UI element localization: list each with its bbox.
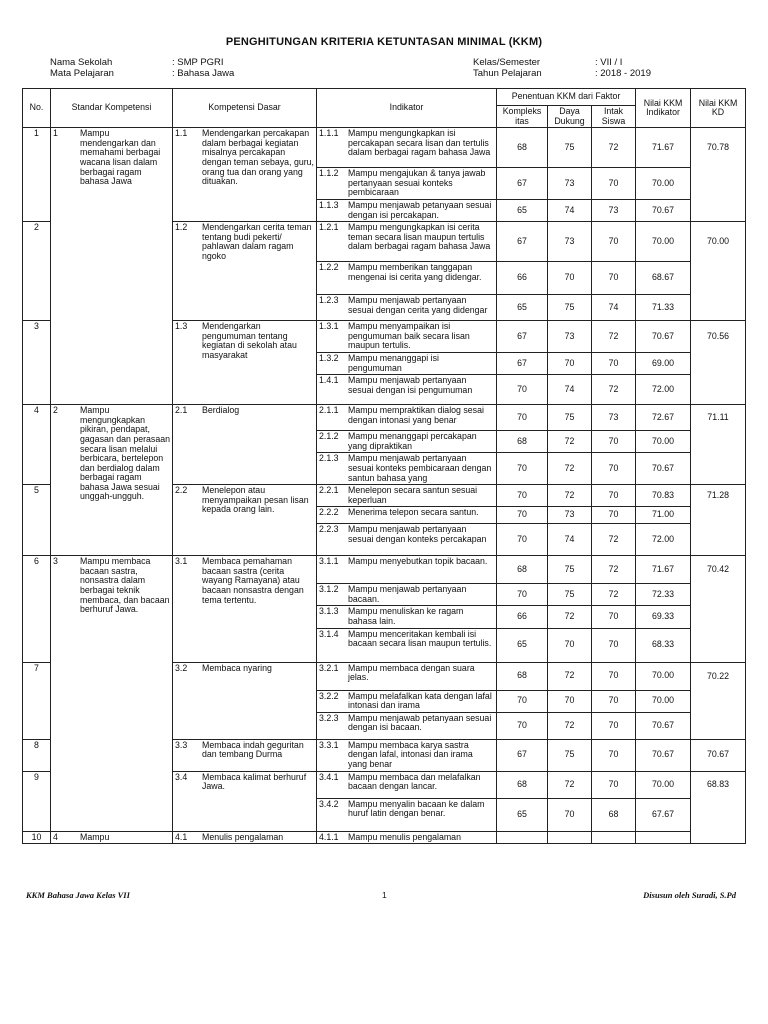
kompleksitas-value: 67 [497,321,548,353]
intak-siswa-value: 73 [592,405,636,431]
kompleksitas-value: 70 [497,524,548,556]
daya-dukung-value: 73 [548,507,592,524]
kompleksitas-value [497,831,548,844]
daya-dukung-value: 72 [548,431,592,453]
header-intak-siswa: Intak Siswa [592,106,636,128]
intak-siswa-value: 70 [592,431,636,453]
nilai-kkm-indikator-value: 72.00 [636,375,691,405]
header-indikator: Indikator [317,89,497,128]
kompetensi-dasar-text: Mendengarkan percakapan dalam berbagai kegiatan misalnya percakapan dengan teman sebaya, guru, orang tua dan orang yang dituakan. [202,128,314,187]
nilai-kkm-kd-value [691,524,746,556]
daya-dukung-value: 73 [548,168,592,200]
kompetensi-dasar-text: Menulis pengalaman [202,831,284,842]
nilai-kkm-indikator-value: 70.00 [636,431,691,453]
standar-kompetensi-text: Mampu [80,831,110,842]
intak-siswa-value: 72 [592,375,636,405]
indikator-code: 3.3.1 [319,739,339,750]
nilai-kkm-kd-value: 70.22 [691,662,746,690]
intak-siswa-value: 70 [592,222,636,262]
kompetensi-dasar-text: Mendengarkan cerita teman tentang budi pekerti/ pahlawan dalam ragam ngoko [202,222,312,261]
kompleksitas-value: 65 [497,199,548,221]
indikator [317,739,497,771]
nilai-kkm-kd-value [691,831,746,844]
nilai-kkm-indikator-value: 70.83 [636,485,691,507]
indikator [317,222,497,262]
footer-page-number: 1 [382,890,387,900]
daya-dukung-value: 75 [548,584,592,606]
indikator [317,485,497,507]
indikator-text: Mampu mengajukan & tanya jawab pertanyaan sesuai konteks pembicaraan [348,168,486,198]
daya-dukung-value: 72 [548,453,592,485]
indikator [317,262,497,295]
kompleksitas-value: 68 [497,556,548,584]
kompetensi-dasar [173,222,317,321]
standar-kompetensi-text: Mampu mengungkapkan pikiran, pendapat, gagasan dan perasaan secara lisan melalui berbicara, bertelepon dan berdialog dalam berbagai ragam bahasa Jawa sesuai unggah-ungguh. [80,405,171,502]
table-row [23,831,746,844]
header-nilai-kkm-indikator: Nilai KKM Indikator [636,89,691,128]
intak-siswa-value: 70 [592,771,636,798]
indikator-text: Menerima telepon secara santun. [348,507,479,518]
table-row [23,556,746,584]
daya-dukung-value: 70 [548,262,592,295]
daya-dukung-value: 74 [548,524,592,556]
daya-dukung-value: 73 [548,321,592,353]
nilai-kkm-indikator-value: 70.67 [636,739,691,771]
nilai-kkm-kd-value [691,690,746,712]
meta-label: Mata Pelajaran [50,68,114,79]
indikator-text: Mampu menjawab pertanyaan sesuai dengan konteks percakapan [348,524,487,544]
kompleksitas-value: 70 [497,584,548,606]
nilai-kkm-indikator-value: 71.67 [636,556,691,584]
kompetensi-dasar [173,831,317,844]
kompleksitas-value: 67 [497,352,548,374]
nilai-kkm-indikator-value: 70.00 [636,662,691,690]
indikator [317,453,497,485]
standar-kompetensi-code: 4 [53,831,58,842]
nilai-kkm-kd-value: 70.42 [691,556,746,584]
indikator-code: 1.1.2 [319,168,339,179]
kompetensi-dasar-code: 4.1 [175,831,188,842]
indikator-code: 3.2.2 [319,690,339,701]
table-row [23,128,746,168]
indikator [317,662,497,690]
daya-dukung-value: 73 [548,222,592,262]
kompleksitas-value: 70 [497,405,548,431]
indikator-text: Mampu menyampaikan isi pengumuman baik secara lisan maupun tertulis. [348,321,470,351]
indikator-code: 3.1.3 [319,606,339,617]
indikator-code: 3.1.1 [319,556,339,567]
kompetensi-dasar-text: Mendengarkan pengumuman tentang kegiatan di sekolah atau masyarakat [202,321,297,360]
meta-value: : Bahasa Jawa [172,68,235,79]
nilai-kkm-indikator-value: 72.33 [636,584,691,606]
indikator-text: Mampu membaca dengan suara jelas. [348,662,475,683]
intak-siswa-value: 70 [592,507,636,524]
indikator-text: Mampu mengungkapkan isi percakapan secara lisan dan tertulis dalam berbagai ragam bahasa Jawa [348,128,491,158]
indikator-code: 3.1.2 [319,584,339,595]
meta-label: Tahun Pelajaran [473,68,542,79]
kompleksitas-value: 66 [497,262,548,295]
nilai-kkm-kd-value [691,431,746,453]
daya-dukung-value [548,831,592,844]
indikator [317,405,497,431]
indikator [317,321,497,353]
header-daya-dukung: Daya Dukung [548,106,592,128]
nilai-kkm-indikator-value: 70.67 [636,453,691,485]
indikator-code: 2.1.2 [319,431,339,442]
indikator-text: Mampu membaca karya sastra dengan lafal, intonasi dan irama yang benar [348,739,473,770]
kompleksitas-value: 70 [497,485,548,507]
nilai-kkm-indikator-value [636,831,691,844]
standar-kompetensi-text: Mampu mendengarkan dan memahami berbagai wacana lisan dalam berbagai ragam bahasa Jawa [80,128,161,187]
kompetensi-dasar-text: Membaca kalimat berhuruf Jawa. [202,771,307,792]
table-row [23,405,746,431]
indikator-code: 3.2.3 [319,712,339,723]
indikator [317,352,497,374]
kompetensi-dasar-code: 3.2 [175,662,188,673]
header-nilai-kkm-kd: Nilai KKM KD [691,89,746,128]
nilai-kkm-indikator-value: 70.67 [636,712,691,739]
indikator-text: Menelepon secara santun sesuai keperluan [348,485,478,505]
kompetensi-dasar-text: Membaca nyaring [202,662,272,673]
nilai-kkm-indikator-value: 70.67 [636,321,691,353]
row-number: 10 [23,831,51,844]
kkm-table [22,88,746,844]
kompetensi-dasar [173,556,317,662]
header-penentuan-kkm: Penentuan KKM dari Faktor [497,89,636,106]
indikator [317,690,497,712]
nilai-kkm-kd-value: 71.28 [691,485,746,507]
row-number: 4 [23,405,51,485]
row-number: 1 [23,128,51,222]
kompetensi-dasar [173,405,317,485]
meta-label: Nama Sekolah [50,57,113,68]
kompleksitas-value: 68 [497,771,548,798]
footer-left: KKM Bahasa Jawa Kelas VII [26,890,130,900]
indikator [317,295,497,321]
standar-kompetensi-code: 2 [53,405,58,416]
nilai-kkm-indikator-value: 72.00 [636,524,691,556]
daya-dukung-value: 72 [548,712,592,739]
indikator [317,606,497,628]
indikator [317,128,497,168]
nilai-kkm-indikator-value: 67.67 [636,798,691,831]
nilai-kkm-indikator-value: 72.67 [636,405,691,431]
indikator [317,431,497,453]
kompetensi-dasar-code: 3.3 [175,739,188,750]
kompleksitas-value: 67 [497,222,548,262]
meta-value: : SMP PGRI [172,57,224,68]
intak-siswa-value [592,831,636,844]
daya-dukung-value: 70 [548,628,592,662]
intak-siswa-value: 68 [592,798,636,831]
indikator-code: 1.1.1 [319,128,339,139]
kompetensi-dasar [173,739,317,771]
nilai-kkm-kd-value [691,375,746,405]
header-kompetensi-dasar: Kompetensi Dasar [173,89,317,128]
indikator-code: 2.1.3 [319,453,339,464]
kompetensi-dasar-code: 2.2 [175,485,188,496]
standar-kompetensi [51,556,173,831]
nilai-kkm-indikator-value: 71.00 [636,507,691,524]
indikator [317,798,497,831]
indikator [317,524,497,556]
standar-kompetensi [51,405,173,556]
intak-siswa-value: 72 [592,128,636,168]
kompetensi-dasar-text: Berdialog [202,405,240,416]
indikator [317,712,497,739]
intak-siswa-value: 72 [592,321,636,353]
indikator-code: 1.3.2 [319,352,339,363]
row-number: 7 [23,662,51,739]
daya-dukung-value: 75 [548,556,592,584]
daya-dukung-value: 70 [548,352,592,374]
indikator-text: Mampu menjawab pertanyaan sesuai konteks pembicaraan dengan santun bahasa yang [348,453,492,483]
nilai-kkm-kd-value: 68.83 [691,771,746,798]
indikator-text: Mampu menceritakan kembali isi bacaan secara lisan maupun tertulis. [348,628,492,649]
nilai-kkm-indikator-value: 71.33 [636,295,691,321]
nilai-kkm-kd-value [691,606,746,628]
indikator-text: Mampu mengungkapkan isi cerita teman secara lisan maupun tertulis dalam berbagai ragam bahasa Jawa [348,222,491,252]
nilai-kkm-kd-value [691,507,746,524]
indikator-text: Mampu menyalin bacaan ke dalam huruf latin dengan benar. [348,798,485,819]
intak-siswa-value: 70 [592,690,636,712]
indikator-text: Mampu mempraktikan dialog sesai dengan intonasi yang benar [348,405,484,425]
nilai-kkm-kd-value [691,712,746,739]
kompetensi-dasar-code: 3.1 [175,556,188,567]
indikator-text: Mampu melafalkan kata dengan lafal intonasi dan irama [348,690,492,711]
indikator-code: 2.2.1 [319,485,339,496]
indikator-text: Mampu menjawab pertanyaan sesuai dengan cerita yang didengar [348,295,488,315]
intak-siswa-value: 72 [592,584,636,606]
indikator [317,168,497,200]
row-number: 8 [23,739,51,771]
kompleksitas-value: 68 [497,128,548,168]
kompleksitas-value: 70 [497,507,548,524]
indikator-text: Mampu menjawab petanyaan sesuai dengan isi percakapan. [348,199,492,220]
meta-left [50,57,234,79]
kompetensi-dasar-code: 1.2 [175,222,188,233]
standar-kompetensi-code: 3 [53,556,58,567]
kompleksitas-value: 68 [497,431,548,453]
intak-siswa-value: 73 [592,199,636,221]
intak-siswa-value: 70 [592,606,636,628]
daya-dukung-value: 70 [548,690,592,712]
kompleksitas-value: 68 [497,662,548,690]
indikator-text: Mampu menyebutkan topik bacaan. [348,556,488,567]
indikator [317,771,497,798]
intak-siswa-value: 70 [592,739,636,771]
kompetensi-dasar [173,485,317,556]
nilai-kkm-indikator-value: 70.67 [636,199,691,221]
intak-siswa-value: 72 [592,556,636,584]
row-number: 2 [23,222,51,321]
indikator [317,556,497,584]
row-number: 3 [23,321,51,405]
kompetensi-dasar [173,662,317,739]
kompetensi-dasar-code: 2.1 [175,405,188,416]
kompetensi-dasar-text: Membaca indah geguritan dan tembang Durma [202,739,304,760]
indikator-code: 1.2.2 [319,262,339,273]
kompetensi-dasar-text: Menelepon atau menyampaikan pesan lisan kepada orang lain. [202,485,309,515]
indikator-code: 4.1.1 [319,831,339,842]
nilai-kkm-kd-value: 71.11 [691,405,746,431]
indikator-code: 3.2.1 [319,662,339,673]
nilai-kkm-kd-value [691,168,746,200]
kompetensi-dasar [173,321,317,405]
indikator-code: 3.4.2 [319,798,339,809]
indikator-text: Mampu menjawab pertanyaan sesuai dengan isi pengumuman [348,375,473,395]
row-number: 9 [23,771,51,831]
indikator-code: 1.1.3 [319,199,339,210]
kompetensi-dasar [173,771,317,831]
nilai-kkm-indikator-value: 69.00 [636,352,691,374]
nilai-kkm-kd-value [691,584,746,606]
nilai-kkm-kd-value [691,262,746,295]
intak-siswa-value: 70 [592,662,636,690]
meta-value: : VII / I [595,57,623,68]
standar-kompetensi-code: 1 [53,128,58,139]
indikator [317,199,497,221]
standar-kompetensi [51,831,173,844]
indikator [317,507,497,524]
intak-siswa-value: 70 [592,453,636,485]
indikator-code: 1.3.1 [319,321,339,332]
daya-dukung-value: 75 [548,405,592,431]
indikator-text: Mampu menanggapi percakapan yang dipraktikan [348,431,477,451]
standar-kompetensi [51,128,173,405]
indikator-code: 2.2.3 [319,524,339,535]
indikator-text: Mampu menulis pengalaman [348,831,461,842]
intak-siswa-value: 70 [592,712,636,739]
intak-siswa-value: 72 [592,524,636,556]
intak-siswa-value: 74 [592,295,636,321]
nilai-kkm-kd-value [691,453,746,485]
intak-siswa-value: 70 [592,262,636,295]
indikator-text: Mampu menanggapi isi pengumuman [348,352,439,373]
nilai-kkm-kd-value [691,352,746,374]
intak-siswa-value: 70 [592,485,636,507]
nilai-kkm-kd-value [691,798,746,831]
indikator-text: Mampu menjawab pertanyaan bacaan. [348,584,467,604]
nilai-kkm-indikator-value: 69.33 [636,606,691,628]
meta-value: : 2018 - 2019 [595,68,651,79]
intak-siswa-value: 70 [592,628,636,662]
indikator [317,375,497,405]
nilai-kkm-indikator-value: 70.00 [636,168,691,200]
header-standar-kompetensi: Standar Kompetensi [51,89,173,128]
daya-dukung-value: 72 [548,771,592,798]
meta-right [473,57,651,79]
kompetensi-dasar-code: 1.3 [175,321,188,332]
indikator-text: Mampu membaca dan melafalkan bacaan dengan lancar. [348,771,481,792]
nilai-kkm-indikator-value: 68.33 [636,628,691,662]
nilai-kkm-kd-value [691,628,746,662]
page-title: PENGHITUNGAN KRITERIA KETUNTASAN MINIMAL (KKM) [225,36,543,48]
indikator [317,628,497,662]
kompleksitas-value: 65 [497,295,548,321]
daya-dukung-value: 75 [548,295,592,321]
indikator-text: Mampu memberikan tanggapan mengenai isi cerita yang didengar. [348,262,482,282]
kompleksitas-value: 70 [497,453,548,485]
nilai-kkm-kd-value: 70.56 [691,321,746,353]
daya-dukung-value: 75 [548,739,592,771]
nilai-kkm-kd-value [691,199,746,221]
kompleksitas-value: 67 [497,168,548,200]
indikator-code: 2.2.2 [319,507,339,518]
daya-dukung-value: 70 [548,798,592,831]
indikator [317,831,497,844]
header-kompleksitas: Kompleks itas [497,106,548,128]
row-number: 6 [23,556,51,662]
indikator-code: 1.2.3 [319,295,339,306]
kompleksitas-value: 67 [497,739,548,771]
nilai-kkm-indikator-value: 70.00 [636,690,691,712]
indikator-code: 3.1.4 [319,628,339,639]
nilai-kkm-indikator-value: 71.67 [636,128,691,168]
kompleksitas-value: 65 [497,628,548,662]
nilai-kkm-indikator-value: 68.67 [636,262,691,295]
kompetensi-dasar [173,128,317,222]
kompetensi-dasar-code: 1.1 [175,128,188,139]
daya-dukung-value: 72 [548,662,592,690]
indikator-text: Mampu menuliskan ke ragam bahasa lain. [348,606,464,627]
kompleksitas-value: 70 [497,712,548,739]
indikator-code: 2.1.1 [319,405,339,416]
daya-dukung-value: 74 [548,375,592,405]
header-no: No. [23,89,51,128]
indikator-code: 1.4.1 [319,375,339,386]
nilai-kkm-kd-value: 70.67 [691,739,746,771]
nilai-kkm-indikator-value: 70.00 [636,222,691,262]
indikator-text: Mampu menjawab petanyaan sesuai dengan isi bacaan. [348,712,492,733]
intak-siswa-value: 70 [592,352,636,374]
indikator-code: 3.4.1 [319,771,339,782]
nilai-kkm-kd-value [691,295,746,321]
nilai-kkm-indikator-value: 70.00 [636,771,691,798]
row-number: 5 [23,485,51,556]
daya-dukung-value: 75 [548,128,592,168]
kompleksitas-value: 70 [497,375,548,405]
nilai-kkm-kd-value: 70.00 [691,222,746,262]
kompleksitas-value: 70 [497,690,548,712]
indikator [317,584,497,606]
nilai-kkm-kd-value: 70.78 [691,128,746,168]
footer-right: Disusun oleh Suradi, S.Pd [643,890,736,900]
daya-dukung-value: 74 [548,199,592,221]
kompetensi-dasar-code: 3.4 [175,771,188,782]
table-header-row [23,89,746,106]
indikator-code: 1.2.1 [319,222,339,233]
standar-kompetensi-text: Mampu membaca bacaan sastra, nonsastra dalam berbagai teknik membaca, dan bacaan berhuruf Jawa. [80,556,170,615]
daya-dukung-value: 72 [548,606,592,628]
intak-siswa-value: 70 [592,168,636,200]
kompetensi-dasar-text: Membaca pemahaman bacaan sastra (cerita wayang Ramayana) atau bacaan nonsastra dengan tema tertentu. [202,556,304,605]
daya-dukung-value: 72 [548,485,592,507]
kompleksitas-value: 66 [497,606,548,628]
kompleksitas-value: 65 [497,798,548,831]
meta-label: Kelas/Semester [473,57,541,68]
